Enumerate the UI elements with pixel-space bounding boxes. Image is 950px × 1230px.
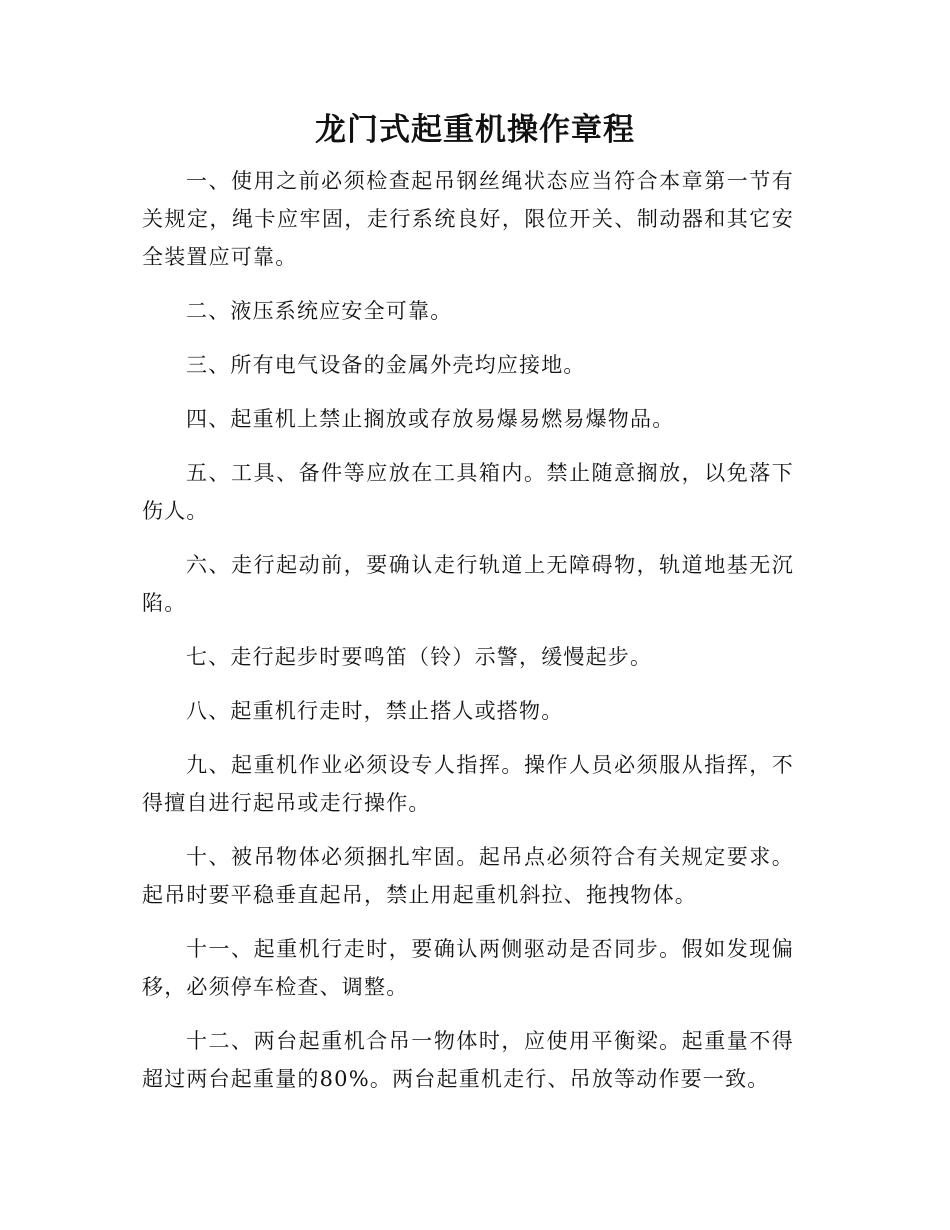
paragraph-11: 十一、起重机行走时，要确认两侧驱动是否同步。假如发现偏移，必须停车检查、调整。 <box>142 937 794 999</box>
paragraph-1: 一、使用之前必须检查起吊钢丝绳状态应当符合本章第一节有关规定，绳卡应牢固，走行系统良好，限位开关、制动器和其它安全装置应可靠。 <box>142 169 794 269</box>
paragraph-5: 五、工具、备件等应放在工具箱内。禁止随意搁放，以免落下伤人。 <box>142 461 794 523</box>
paragraph-7: 七、走行起步时要鸣笛（铃）示警，缓慢起步。 <box>186 645 653 669</box>
document-body <box>142 162 794 1114</box>
paragraph-12: 十二、两台起重机合吊一物体时，应使用平衡梁。起重量不得超过两台起重量的80%。两台起重机走行、吊放等动作要一致。 <box>142 1029 794 1091</box>
document-title: 龙门式起重机操作章程 <box>315 112 635 148</box>
paragraph-2: 二、液压系统应安全可靠。 <box>186 299 453 323</box>
paragraph-3: 三、所有电气设备的金属外壳均应接地。 <box>186 353 586 377</box>
paragraph-10: 十、被吊物体必须捆扎牢固。起吊点必须符合有关规定要求。起吊时要平稳垂直起吊，禁止用起重机斜拉、拖拽物体。 <box>142 845 794 907</box>
paragraph-4: 四、起重机上禁止搁放或存放易爆易燃易爆物品。 <box>186 407 675 431</box>
paragraph-6: 六、走行起动前，要确认走行轨道上无障碍物，轨道地基无沉陷。 <box>142 553 794 615</box>
paragraph-8: 八、起重机行走时，禁止搭人或搭物。 <box>186 699 564 723</box>
paragraph-9: 九、起重机作业必须设专人指挥。操作人员必须服从指挥，不得擅自进行起吊或走行操作。 <box>142 753 794 815</box>
